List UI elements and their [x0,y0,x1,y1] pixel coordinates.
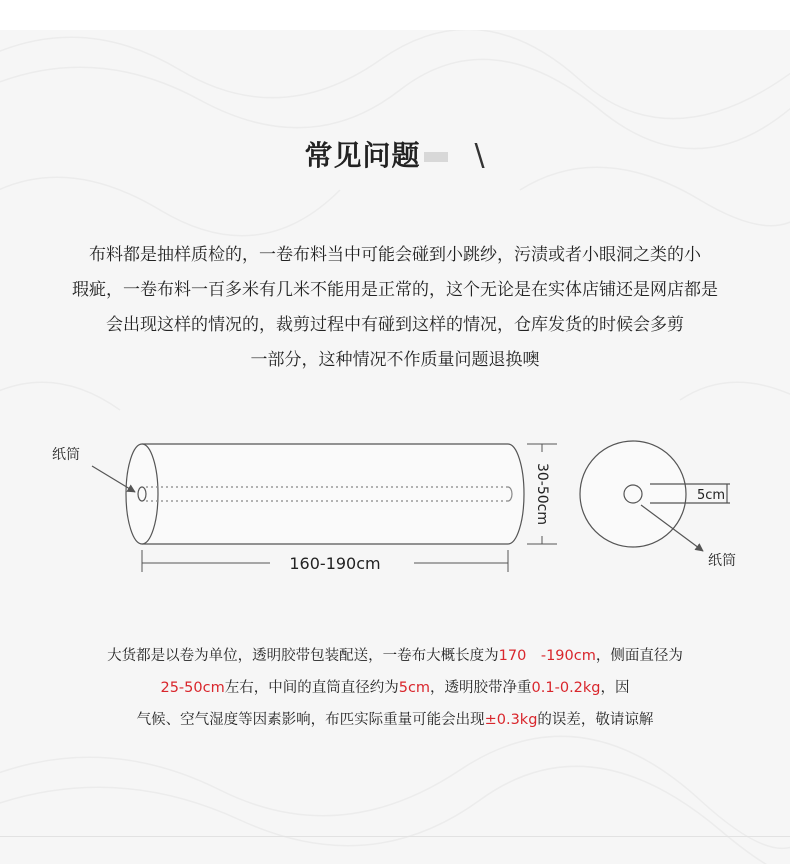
roll-side-view [126,444,524,544]
roll-body [142,444,524,544]
title-decoration: \ [474,138,486,173]
tube-label-left: 纸筒 [52,447,80,463]
title-smudge [424,152,448,162]
tube-label-right: 纸筒 [708,553,736,569]
paragraph-line: 一部分，这种情况不作质量问题退换噢 [250,350,540,370]
paragraph-line: 布料都是抽样质检的，一卷布料当中可能会碰到小跳纱，污渍或者小眼洞之类的小 [89,245,701,265]
title-text: 常见问题 [304,139,421,172]
diameter-label: 30-50cm [534,462,550,526]
note-line-1: 大货都是以卷为单位，透明胶带包装配送，一卷布大概长度为170 -190cm，侧面直径为 [107,648,683,664]
note-line-3: 气候、空气湿度等因素影响，布匹实际重量可能会出现±0.3kg的误差，敬请谅解 [136,712,654,728]
paragraph-line: 瑕疵，一卷布料一百多米有几米不能用是正常的，这个无论是在实体店铺还是网店都是 [72,280,718,300]
shipping-note [20,640,770,736]
length-label: 160-190cm [289,554,381,573]
paragraph-line: 会出现这样的情况的，裁剪过程中有碰到这样的情况，仓库发货的时候会多剪 [106,315,684,335]
note-line-2: 25-50cm左右，中间的直筒直径约为5cm，透明胶带净重0.1-0.2kg，因 [160,680,630,696]
description-paragraph [40,238,750,378]
fabric-roll-diagram [0,420,790,600]
roll-left-face [126,444,158,544]
core-size-label: 5cm [697,488,726,503]
bottom-divider [0,836,790,837]
top-band [0,0,790,30]
section-title [0,134,790,174]
roll-end-circle [580,441,686,547]
